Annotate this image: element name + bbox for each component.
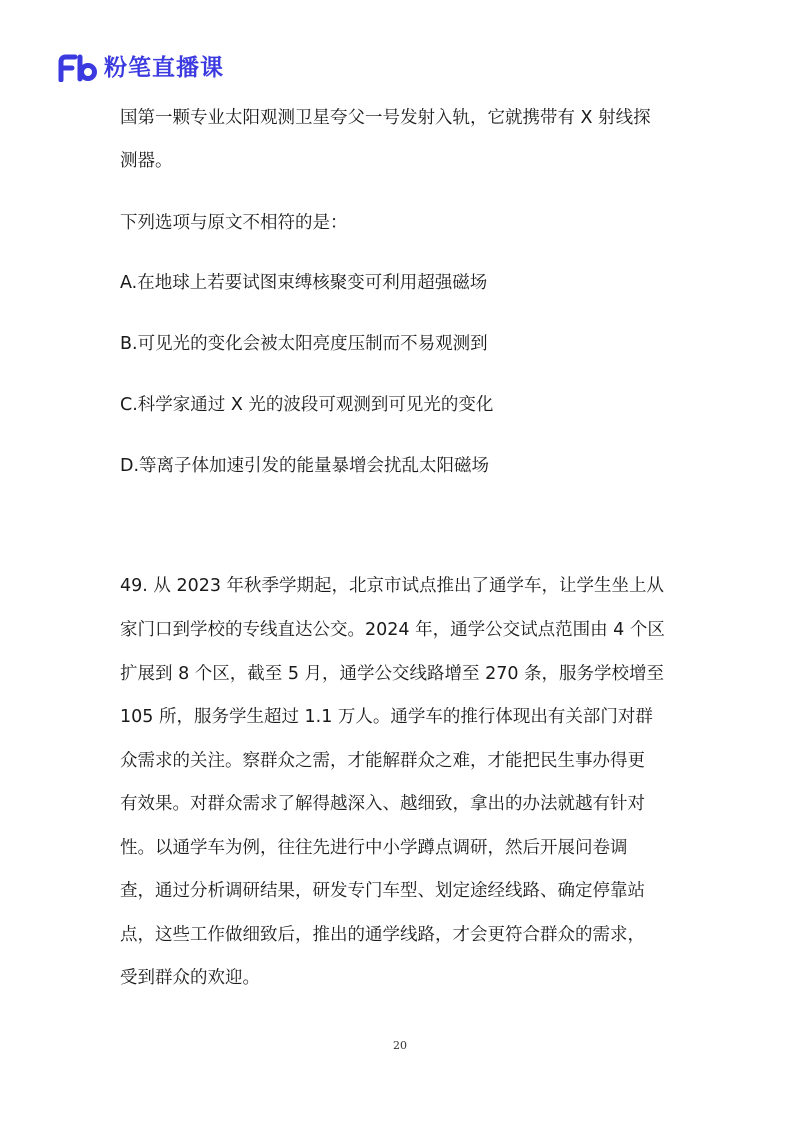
q49-line: 受到群众的欢迎。 <box>120 968 260 988</box>
page-number: 20 <box>393 1039 407 1052</box>
q49-line: 49. 从 2023 年秋季学期起，北京市试点推出了通学车，让学生坐上从 <box>120 576 665 596</box>
passage-line: 国第一颗专业太阳观测卫星夸父一号发射入轨，它就携带有 X 射线探 <box>120 108 651 128</box>
q49-line: 查，通过分析调研结果，研发专门车型、划定途经线路、确定停靠站 <box>120 881 645 901</box>
brand-name: 粉笔直播课 <box>104 55 224 81</box>
q49-line: 点，这些工作做细致后，推出的通学线路，才会更符合群众的需求， <box>120 925 645 945</box>
q49-line: 扩展到 8 个区，截至 5 月，通学公交线路增至 270 条，服务学校增至 <box>120 664 665 684</box>
brand-logo <box>58 52 224 84</box>
question-prompt: 下列选项与原文不相符的是： <box>120 213 348 233</box>
option-d: D.等离子体加速引发的能量暴增会扰乱太阳磁场 <box>120 456 490 476</box>
passage-line: 测器。 <box>120 151 173 171</box>
q49-line: 众需求的关注。察群众之需，才能解群众之难，才能把民生事办得更 <box>120 751 645 771</box>
q49-line: 有效果。对群众需求了解得越深入、越细致，拿出的办法就越有针对 <box>120 794 645 814</box>
option-a: A.在地球上若要试图束缚核聚变可利用超强磁场 <box>120 273 488 293</box>
option-c: C.科学家通过 X 光的波段可观测到可见光的变化 <box>120 395 494 415</box>
q49-line: 性。以通学车为例，往往先进行中小学蹲点调研，然后开展问卷调 <box>120 838 628 858</box>
logo-mark-text: Fb <box>58 54 60 55</box>
option-b: B.可见光的变化会被太阳亮度压制而不易观测到 <box>120 334 488 354</box>
q49-line: 家门口到学校的专线直达公交。2024 年，通学公交试点范围由 4 个区 <box>120 620 665 640</box>
q49-line: 105 所，服务学生超过 1.1 万人。通学车的推行体现出有关部门对群 <box>120 707 653 727</box>
fenbi-logo-icon <box>58 54 98 82</box>
